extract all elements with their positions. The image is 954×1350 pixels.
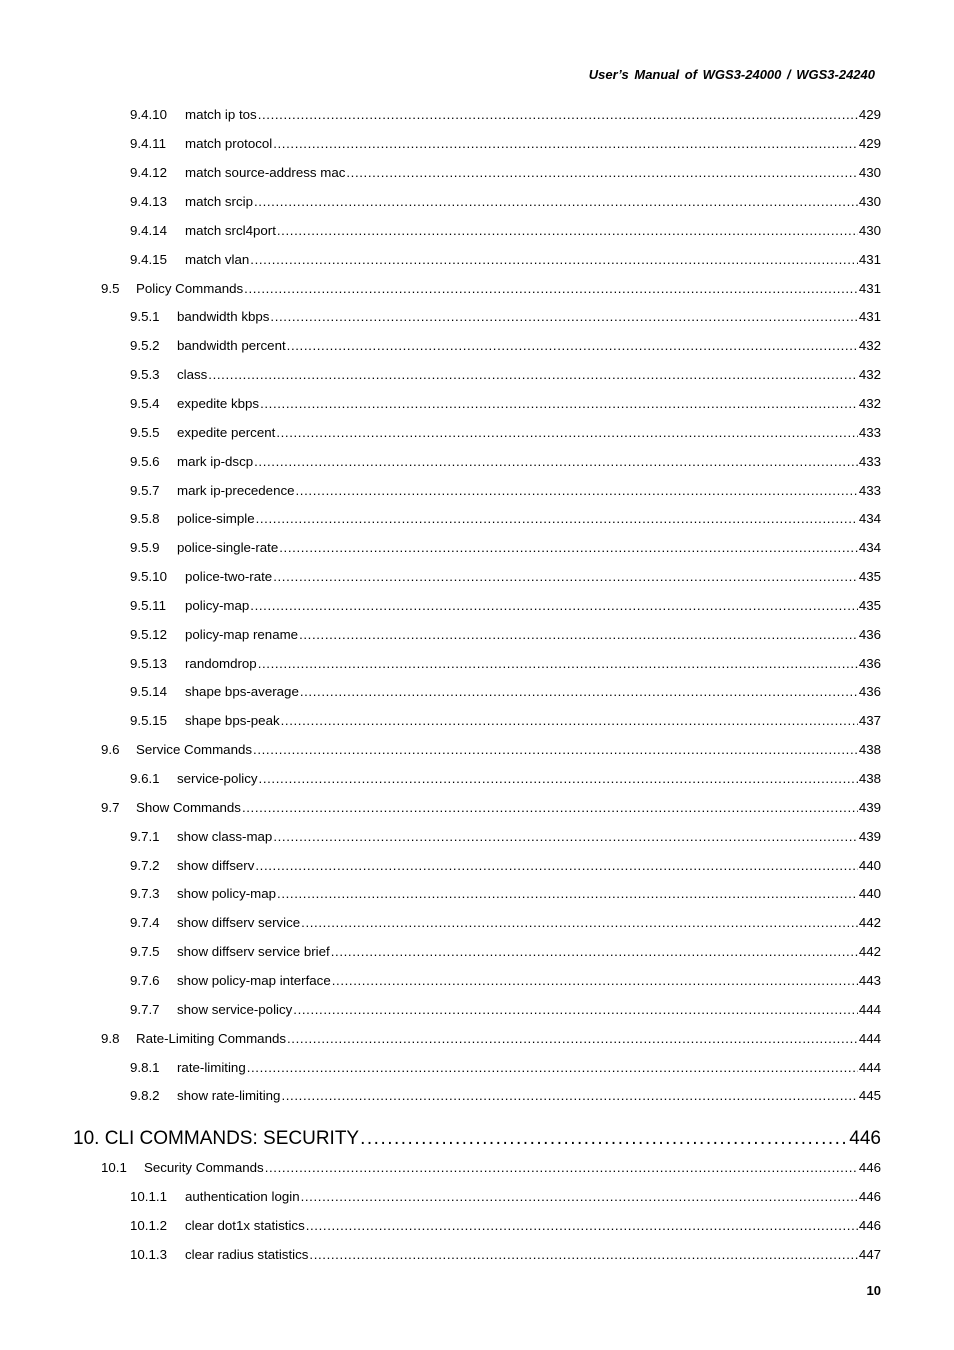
toc-entry-9-4-10[interactable]: 9.4.10 match ip tos ..... 429: [0, 106, 881, 124]
toc-chapter-10[interactable]: 10. CLI COMMANDS: SECURITY ..... 446: [0, 1127, 881, 1151]
toc-entry-9-5[interactable]: 9.5 Policy Commands ..... 431: [0, 280, 881, 298]
toc-entry-9-5-10[interactable]: 9.5.10 police-two-rate ..... 435: [0, 568, 881, 586]
toc-entry-9-6[interactable]: 9.6 Service Commands ..... 438: [0, 741, 881, 759]
toc-entry-9-8[interactable]: 9.8 Rate-Limiting Commands ..... 444: [0, 1030, 881, 1048]
toc-entry-9-5-15[interactable]: 9.5.15 shape bps-peak ..... 437: [0, 712, 881, 730]
toc-entry-9-4-11[interactable]: 9.4.11 match protocol ..... 429: [0, 135, 881, 153]
toc-entry-9-5-5[interactable]: 9.5.5 expedite percent ..... 433: [0, 424, 881, 442]
running-header: User’s Manual of WGS3-24000 / WGS3-24240: [588, 67, 875, 82]
toc-entry-9-7[interactable]: 9.7 Show Commands ..... 439: [0, 799, 881, 817]
toc-entry-9-4-13[interactable]: 9.4.13 match srcip ..... 430: [0, 193, 881, 211]
toc-entry-9-4-15[interactable]: 9.4.15 match vlan ..... 431: [0, 251, 881, 269]
toc-entry-9-5-14[interactable]: 9.5.14 shape bps-average ..... 436: [0, 683, 881, 701]
toc-entry-10-1-1[interactable]: 10.1.1 authentication login ..... 446: [0, 1188, 881, 1206]
toc-entry-9-5-2[interactable]: 9.5.2 bandwidth percent ..... 432: [0, 337, 881, 355]
toc-entry-9-5-6[interactable]: 9.5.6 mark ip-dscp ..... 433: [0, 453, 881, 471]
toc-entry-10-1-3[interactable]: 10.1.3 clear radius statistics ..... 447: [0, 1246, 881, 1264]
toc-entry-9-7-5[interactable]: 9.7.5 show diffserv service brief ..... 442: [0, 943, 881, 961]
toc-entry-9-5-11[interactable]: 9.5.11 policy-map ..... 435: [0, 597, 881, 615]
toc-entry-9-7-4[interactable]: 9.7.4 show diffserv service ..... 442: [0, 914, 881, 932]
toc-entry-9-7-6[interactable]: 9.7.6 show policy-map interface ..... 443: [0, 972, 881, 990]
toc-entry-9-5-8[interactable]: 9.5.8 police-simple ..... 434: [0, 510, 881, 528]
toc-entry-9-5-9[interactable]: 9.5.9 police-single-rate ..... 434: [0, 539, 881, 557]
toc-entry-9-7-7[interactable]: 9.7.7 show service-policy ..... 444: [0, 1001, 881, 1019]
toc-entry-9-4-12[interactable]: 9.4.12 match source-address mac ..... 430: [0, 164, 881, 182]
toc-entry-9-8-2[interactable]: 9.8.2 show rate-limiting ..... 445: [0, 1087, 881, 1105]
page-number: 10: [866, 1283, 881, 1298]
toc-entry-9-8-1[interactable]: 9.8.1 rate-limiting ..... 444: [0, 1059, 881, 1077]
toc-entry-9-7-1[interactable]: 9.7.1 show class-map ..... 439: [0, 828, 881, 846]
toc-entry-9-7-3[interactable]: 9.7.3 show policy-map ..... 440: [0, 885, 881, 903]
toc-entry-9-5-12[interactable]: 9.5.12 policy-map rename ..... 436: [0, 626, 881, 644]
toc-entry-9-5-1[interactable]: 9.5.1 bandwidth kbps ..... 431: [0, 308, 881, 326]
toc-entry-9-5-3[interactable]: 9.5.3 class ..... 432: [0, 366, 881, 384]
toc-entry-9-5-7[interactable]: 9.5.7 mark ip-precedence ..... 433: [0, 482, 881, 500]
toc-entry-9-5-13[interactable]: 9.5.13 randomdrop ..... 436: [0, 655, 881, 673]
toc-entry-9-7-2[interactable]: 9.7.2 show diffserv ..... 440: [0, 857, 881, 875]
toc-entry-9-6-1[interactable]: 9.6.1 service-policy ..... 438: [0, 770, 881, 788]
toc-entry-9-5-4[interactable]: 9.5.4 expedite kbps ..... 432: [0, 395, 881, 413]
toc-entry-10-1[interactable]: 10.1 Security Commands ..... 446: [0, 1159, 881, 1177]
toc-entry-9-4-14[interactable]: 9.4.14 match srcl4port ..... 430: [0, 222, 881, 240]
toc-entry-10-1-2[interactable]: 10.1.2 clear dot1x statistics ..... 446: [0, 1217, 881, 1235]
